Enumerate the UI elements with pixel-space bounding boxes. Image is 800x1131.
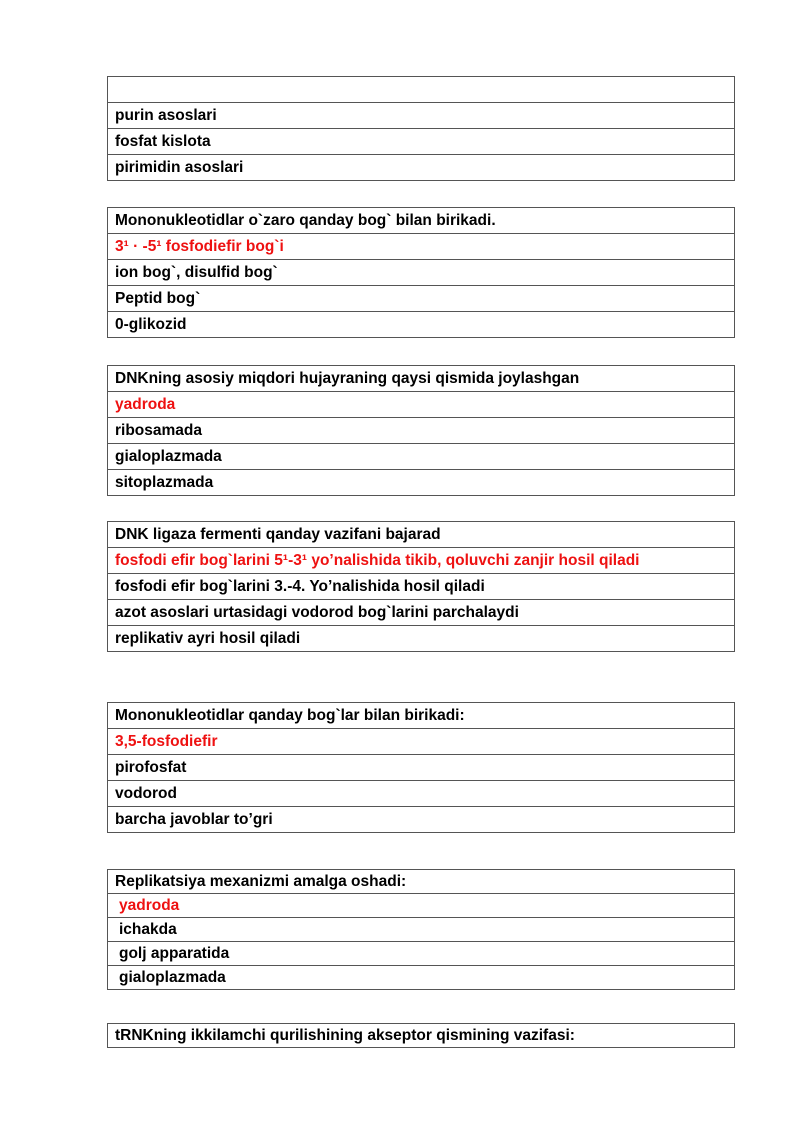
answer-option: 0-glikozid bbox=[108, 312, 735, 338]
answer-option: purin asoslari bbox=[108, 103, 735, 129]
question-text: DNK ligaza fermenti qanday vazifani bajarad bbox=[108, 522, 735, 548]
question-block-3 bbox=[107, 365, 735, 496]
answer-option: replikativ ayri hosil qiladi bbox=[108, 626, 735, 652]
question-text bbox=[108, 77, 735, 103]
correct-answer: yadroda bbox=[108, 894, 735, 918]
question-text: Mononukleotidlar o`zaro qanday bog` bilan birikadi. bbox=[108, 208, 735, 234]
question-block-4 bbox=[107, 521, 735, 652]
answer-option: golj apparatida bbox=[108, 942, 735, 966]
question-text: tRNKning ikkilamchi qurilishining akseptor qismining vazifasi: bbox=[108, 1024, 735, 1048]
answer-option: barcha javoblar to’gri bbox=[108, 807, 735, 833]
answer-option: sitoplazmada bbox=[108, 470, 735, 496]
answer-option: ion bog`, disulfid bog` bbox=[108, 260, 735, 286]
correct-answer: fosfodi efir bog`larini 5¹-3¹ yo’nalishida tikib, qoluvchi zanjir hosil qiladi bbox=[108, 548, 735, 574]
answer-option: azot asoslari urtasidagi vodorod bog`larini parchalaydi bbox=[108, 600, 735, 626]
answer-option: gialoplazmada bbox=[108, 966, 735, 990]
answer-option: vodorod bbox=[108, 781, 735, 807]
question-block-7 bbox=[107, 1023, 735, 1048]
answer-option: fosfodi efir bog`larini 3.-4. Yo’nalishida hosil qiladi bbox=[108, 574, 735, 600]
question-block-2 bbox=[107, 207, 735, 338]
answer-option: ribosamada bbox=[108, 418, 735, 444]
answer-option: fosfat kislota bbox=[108, 129, 735, 155]
question-block-6 bbox=[107, 869, 735, 990]
answer-option: ichakda bbox=[108, 918, 735, 942]
question-block-5 bbox=[107, 702, 735, 833]
question-text: Mononukleotidlar qanday bog`lar bilan birikadi: bbox=[108, 703, 735, 729]
answer-option: pirimidin asoslari bbox=[108, 155, 735, 181]
correct-answer: yadroda bbox=[108, 392, 735, 418]
correct-answer: 3,5-fosfodiefir bbox=[108, 729, 735, 755]
answer-option: pirofosfat bbox=[108, 755, 735, 781]
question-block-1 bbox=[107, 76, 735, 181]
question-text: DNKning asosiy miqdori hujayraning qaysi qismida joylashgan bbox=[108, 366, 735, 392]
answer-option: gialoplazmada bbox=[108, 444, 735, 470]
answer-option: Peptid bog` bbox=[108, 286, 735, 312]
correct-answer: 3¹ · -5¹ fosfodiefir bog`i bbox=[108, 234, 735, 260]
question-text: Replikatsiya mexanizmi amalga oshadi: bbox=[108, 870, 735, 894]
